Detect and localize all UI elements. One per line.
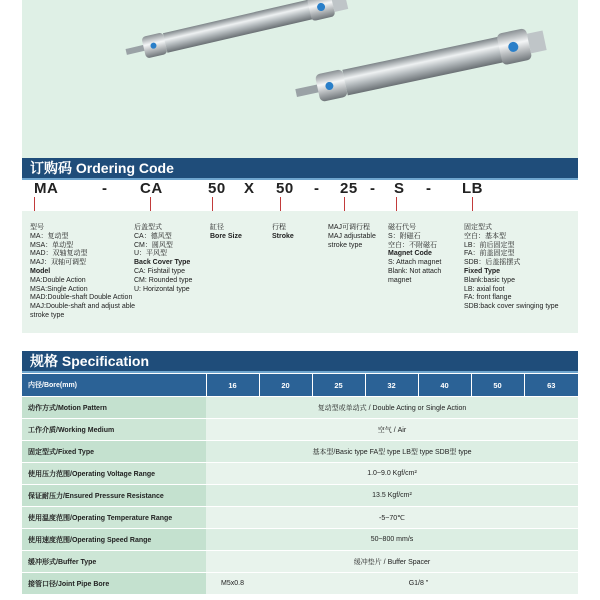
legend-line: Back Cover Type (134, 259, 191, 267)
bore-20: 20 (259, 374, 312, 397)
legend-line: stroke type (328, 241, 363, 249)
table-row (22, 463, 578, 485)
cylinder-front (293, 25, 548, 109)
code-pointer (150, 197, 151, 211)
legend-magnet (388, 224, 441, 286)
legend-bore (210, 224, 242, 242)
bore-32: 32 (365, 374, 418, 397)
row-value: 1.0~9.0 Kgf/cm² (206, 463, 578, 485)
code-bore: 50 (208, 180, 226, 197)
table-row (22, 441, 578, 463)
legend-line: FA: front flange (464, 294, 512, 302)
table-row (22, 507, 578, 529)
bore-50: 50 (471, 374, 524, 397)
legend-line: 空白：不附磁石 (388, 241, 437, 249)
row-label: 保证耐压力/Ensured Pressure Resistance (22, 485, 206, 507)
code-model: MA (34, 180, 59, 197)
legend-line: CA: Fishtail type (134, 267, 185, 275)
bore-25: 25 (312, 374, 365, 397)
table-row (22, 573, 578, 595)
row-label: 动作方式/Motion Pattern (22, 397, 206, 419)
row-value: -5~70℃ (206, 507, 578, 529)
legend-line: 磁石代号 (388, 224, 416, 231)
legend-model (30, 224, 135, 321)
cylinder-illustration (22, 0, 578, 158)
legend-line: MAD:Double-shaft Double Action (30, 294, 133, 302)
legend-line: Fixed Type (464, 267, 501, 275)
row-label: 使用速度范围/Operating Speed Range (22, 529, 206, 551)
pipe-bore-large: G1/8 " (259, 573, 578, 595)
legend-line: CM：圆风型 (134, 241, 173, 249)
table-row (22, 529, 578, 551)
ordering-code-row (22, 180, 578, 204)
row-label: 工作介质/Working Medium (22, 419, 206, 441)
legend-line: Bore Size (210, 232, 242, 240)
legend-line: stroke type (30, 311, 65, 319)
legend-line: Stroke (272, 232, 294, 240)
code-dash: - (314, 180, 320, 197)
legend-line: LB：前后固定型 (464, 241, 515, 249)
legend-line: MAJ：双轴可调型 (30, 259, 86, 267)
specification-table (22, 374, 578, 595)
row-label: 缓冲形式/Buffer Type (22, 551, 206, 573)
table-row (22, 485, 578, 507)
legend-line: MSA：单动型 (30, 241, 74, 249)
ordering-code-title: 订购码 Ordering Code (30, 160, 174, 176)
legend-line: 固定型式 (464, 224, 492, 231)
legend-line: 后盖型式 (134, 224, 162, 231)
legend-line: CM: Rounded type (134, 276, 193, 284)
row-value: 13.5 Kgf/cm² (206, 485, 578, 507)
header-underline (22, 371, 578, 373)
legend-line: magnet (388, 276, 412, 284)
row-value: 基本型/Basic type FA型 type LB型 type SDB型 type (206, 441, 578, 463)
code-dash: - (102, 180, 108, 197)
legend-line: Model (30, 267, 51, 275)
code-pointer (280, 197, 281, 211)
legend-line: 空白：基本型 (464, 232, 506, 240)
legend-line: 型号 (30, 224, 44, 231)
row-value: 缓冲垫片 / Buffer Spacer (206, 551, 578, 573)
legend-fixed-type (464, 224, 559, 312)
table-row (22, 419, 578, 441)
legend-line: SDB:back cover swinging type (464, 303, 559, 311)
legend-line: MA：复动型 (30, 232, 69, 240)
legend-line: Blank: Not attach (388, 267, 442, 275)
legend-line: MSA:Single Action (30, 285, 88, 293)
table-row (22, 551, 578, 573)
row-label: 使用压力范围/Operating Voltage Range (22, 463, 206, 485)
product-photo (22, 0, 578, 158)
bore-40: 40 (418, 374, 471, 397)
legend-back-cover (134, 224, 192, 294)
legend-line: FA：前盖固定型 (464, 250, 515, 258)
legend-line: 行程 (272, 224, 286, 231)
pipe-bore-small: M5x0.8 (206, 573, 259, 595)
legend-line: S：附磁石 (388, 232, 421, 240)
row-value: 空气 / Air (206, 419, 578, 441)
legend-line: LB: axial foot (464, 285, 505, 293)
legend-line: U：平风型 (134, 250, 168, 258)
code-back-cover: CA (140, 180, 163, 197)
code-x: X (244, 180, 255, 197)
code-fixed-type: LB (462, 180, 483, 197)
code-magnet: S (394, 180, 405, 197)
table-header-row (22, 374, 578, 397)
legend-line: MA:Double Action (30, 276, 86, 284)
bore-label: 内径/Bore(mm) (22, 374, 206, 397)
legend-line: Magnet Code (388, 250, 432, 258)
row-label: 使用温度范围/Operating Temperature Range (22, 507, 206, 529)
ordering-code-header (22, 158, 578, 178)
legend-line: Blank:basic type (464, 276, 515, 284)
code-dash: - (370, 180, 376, 197)
legend-line: MAJ adjustable (328, 232, 376, 240)
legend-line: MAJ:Double-shaft and adjust able (30, 303, 136, 311)
code-pointer (212, 197, 213, 211)
specification-title: 规格 Specification (30, 353, 150, 369)
row-value: 复动型或单动式 / Double Acting or Single Action (206, 397, 578, 419)
legend-adjust (328, 224, 376, 250)
bore-63: 63 (524, 374, 578, 397)
table-row (22, 397, 578, 419)
legend-line: MAD：双轴复动型 (30, 250, 88, 258)
legend-line: S: Attach magnet (388, 259, 442, 267)
row-label: 接管口径/Joint Pipe Bore (22, 573, 206, 595)
cylinder-back (124, 0, 350, 64)
specification-header (22, 351, 578, 371)
code-dash: - (426, 180, 432, 197)
bore-16: 16 (206, 374, 259, 397)
legend-stroke (272, 224, 294, 242)
code-pointer (34, 197, 35, 211)
code-pointer (472, 197, 473, 211)
row-value: 50~800 mm/s (206, 529, 578, 551)
code-pointer (396, 197, 397, 211)
code-stroke: 50 (276, 180, 294, 197)
legend-line: CA：德风型 (134, 232, 172, 240)
code-pointer (344, 197, 345, 211)
row-label: 固定型式/Fixed Type (22, 441, 206, 463)
legend-line: SDB：后盖摇摆式 (464, 259, 521, 267)
code-adjust: 25 (340, 180, 358, 197)
legend-line: MAJ可调行程 (328, 224, 370, 231)
legend-line: 缸径 (210, 224, 224, 231)
page (22, 0, 578, 600)
legend-line: U: Horizontal type (134, 285, 190, 293)
